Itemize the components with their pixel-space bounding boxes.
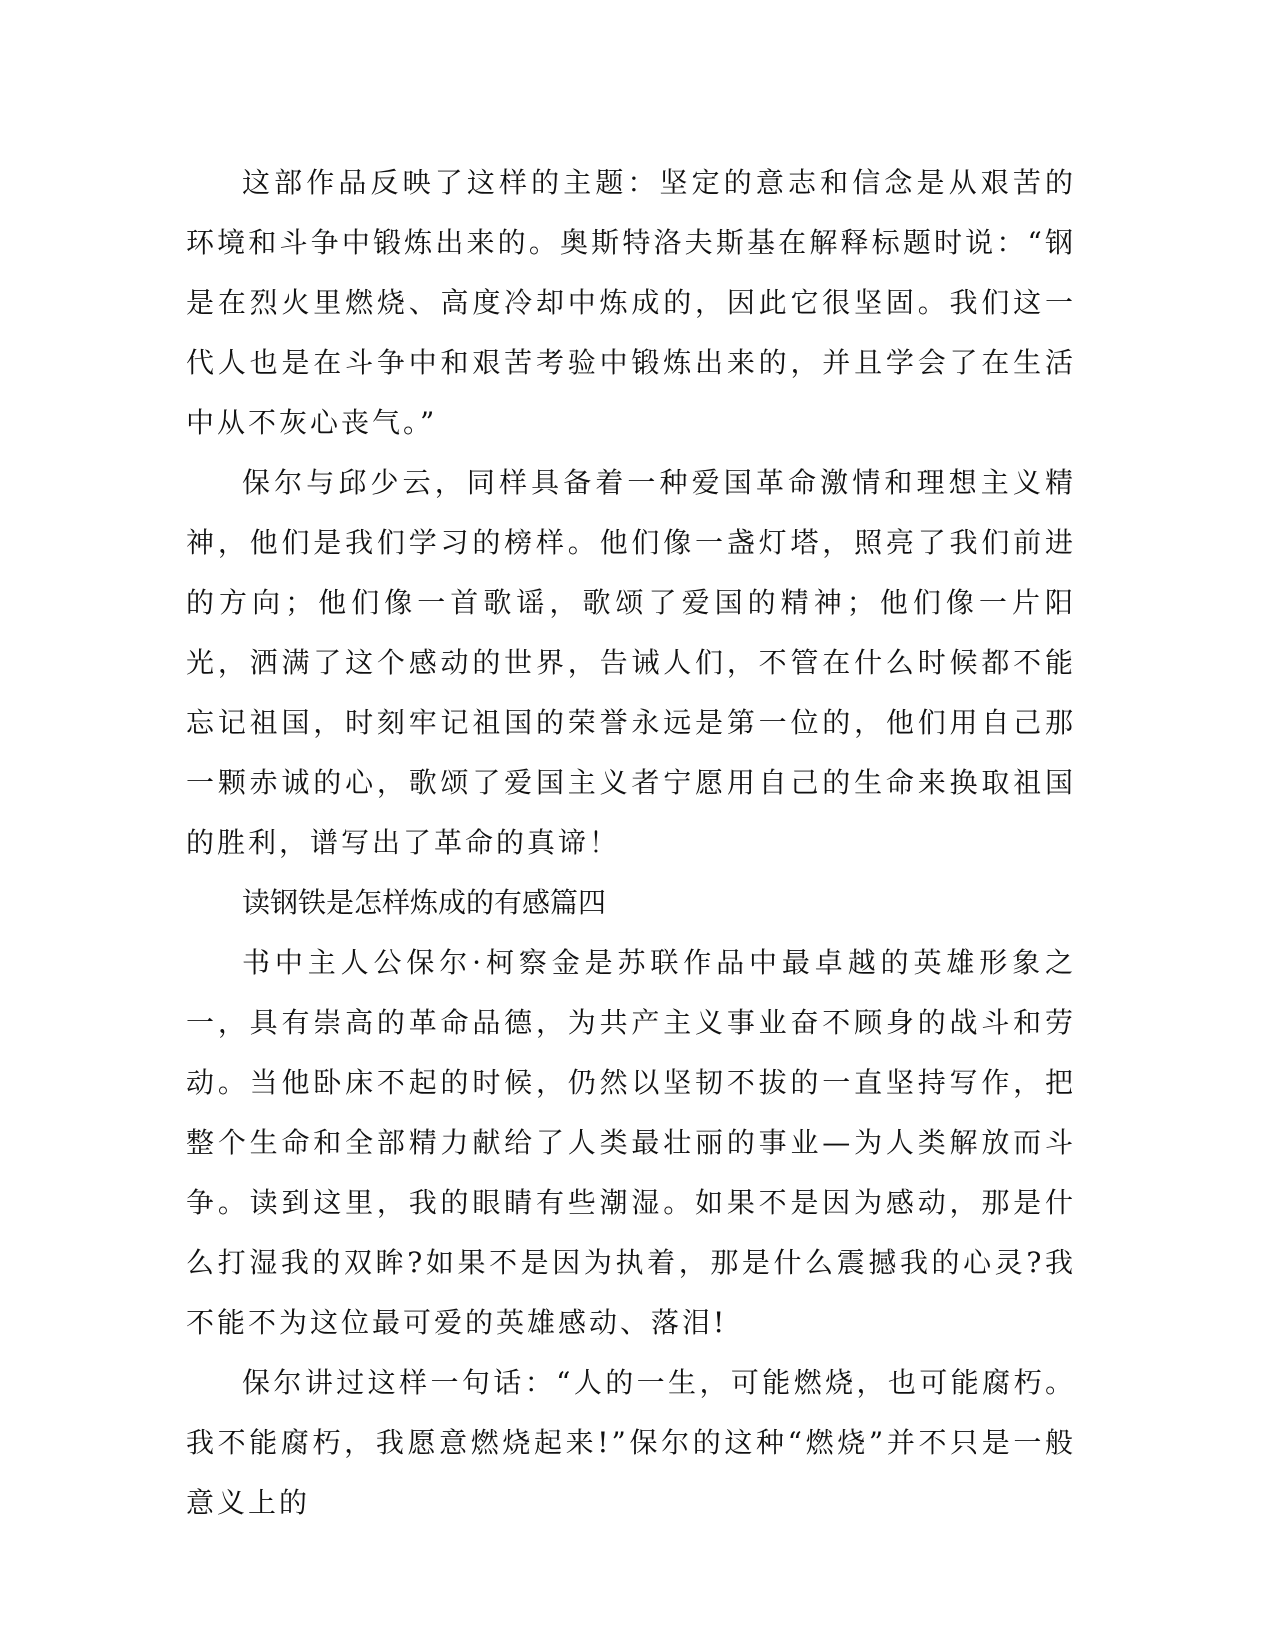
paragraph-paul-korchagin: 书中主人公保尔·柯察金是苏联作品中最卓越的英雄形象之一，具有崇高的革命品德，为共产主义事业奋不顾身的战斗和劳动。当他卧床不起的时候，仍然以坚韧不拔的一直坚持写作，把整个生命和全部精力献给了人类最壮丽的事业—为人类解放而斗争。读到这里，我的眼睛有些潮湿。如果不是因为感动，那是什么打湿我的双眸?如果不是因为执着，那是什么震撼我的心灵?我不能不为这位最可爱的英雄感动、落泪! xyxy=(186,946,1076,1339)
section-title: 读钢铁是怎样炼成的有感篇四 xyxy=(242,886,607,919)
paragraph-paul-quote: 保尔讲过这样一句话：“人的一生，可能燃烧，也可能腐朽。我不能腐朽，我愿意燃烧起来!”保尔的这种“燃烧”并不只是一般意义上的 xyxy=(186,1366,1076,1519)
paragraph-paul-qiu-shaoyun: 保尔与邱少云，同样具备着一种爱国革命激情和理想主义精神，他们是我们学习的榜样。他们像一盏灯塔，照亮了我们前进的方向；他们像一首歌谣，歌颂了爱国的精神；他们像一片阳光，洒满了这个感动的世界，告诫人们，不管在什么时候都不能忘记祖国，时刻牢记祖国的荣誉永远是第一位的，他们用自己那一颗赤诚的心，歌颂了爱国主义者宁愿用自己的生命来换取祖国的胜利，谱写出了革命的真谛！ xyxy=(186,466,1076,859)
paragraph-theme: 这部作品反映了这样的主题：坚定的意志和信念是从艰苦的环境和斗争中锻炼出来的。奥斯特洛夫斯基在解释标题时说：“钢是在烈火里燃烧、高度冷却中炼成的，因此它很坚固。我们这一代人也是在斗争中和艰苦考验中锻炼出来的，并且学会了在生活中从不灰心丧气。” xyxy=(186,166,1076,439)
document-body xyxy=(186,153,1076,1533)
